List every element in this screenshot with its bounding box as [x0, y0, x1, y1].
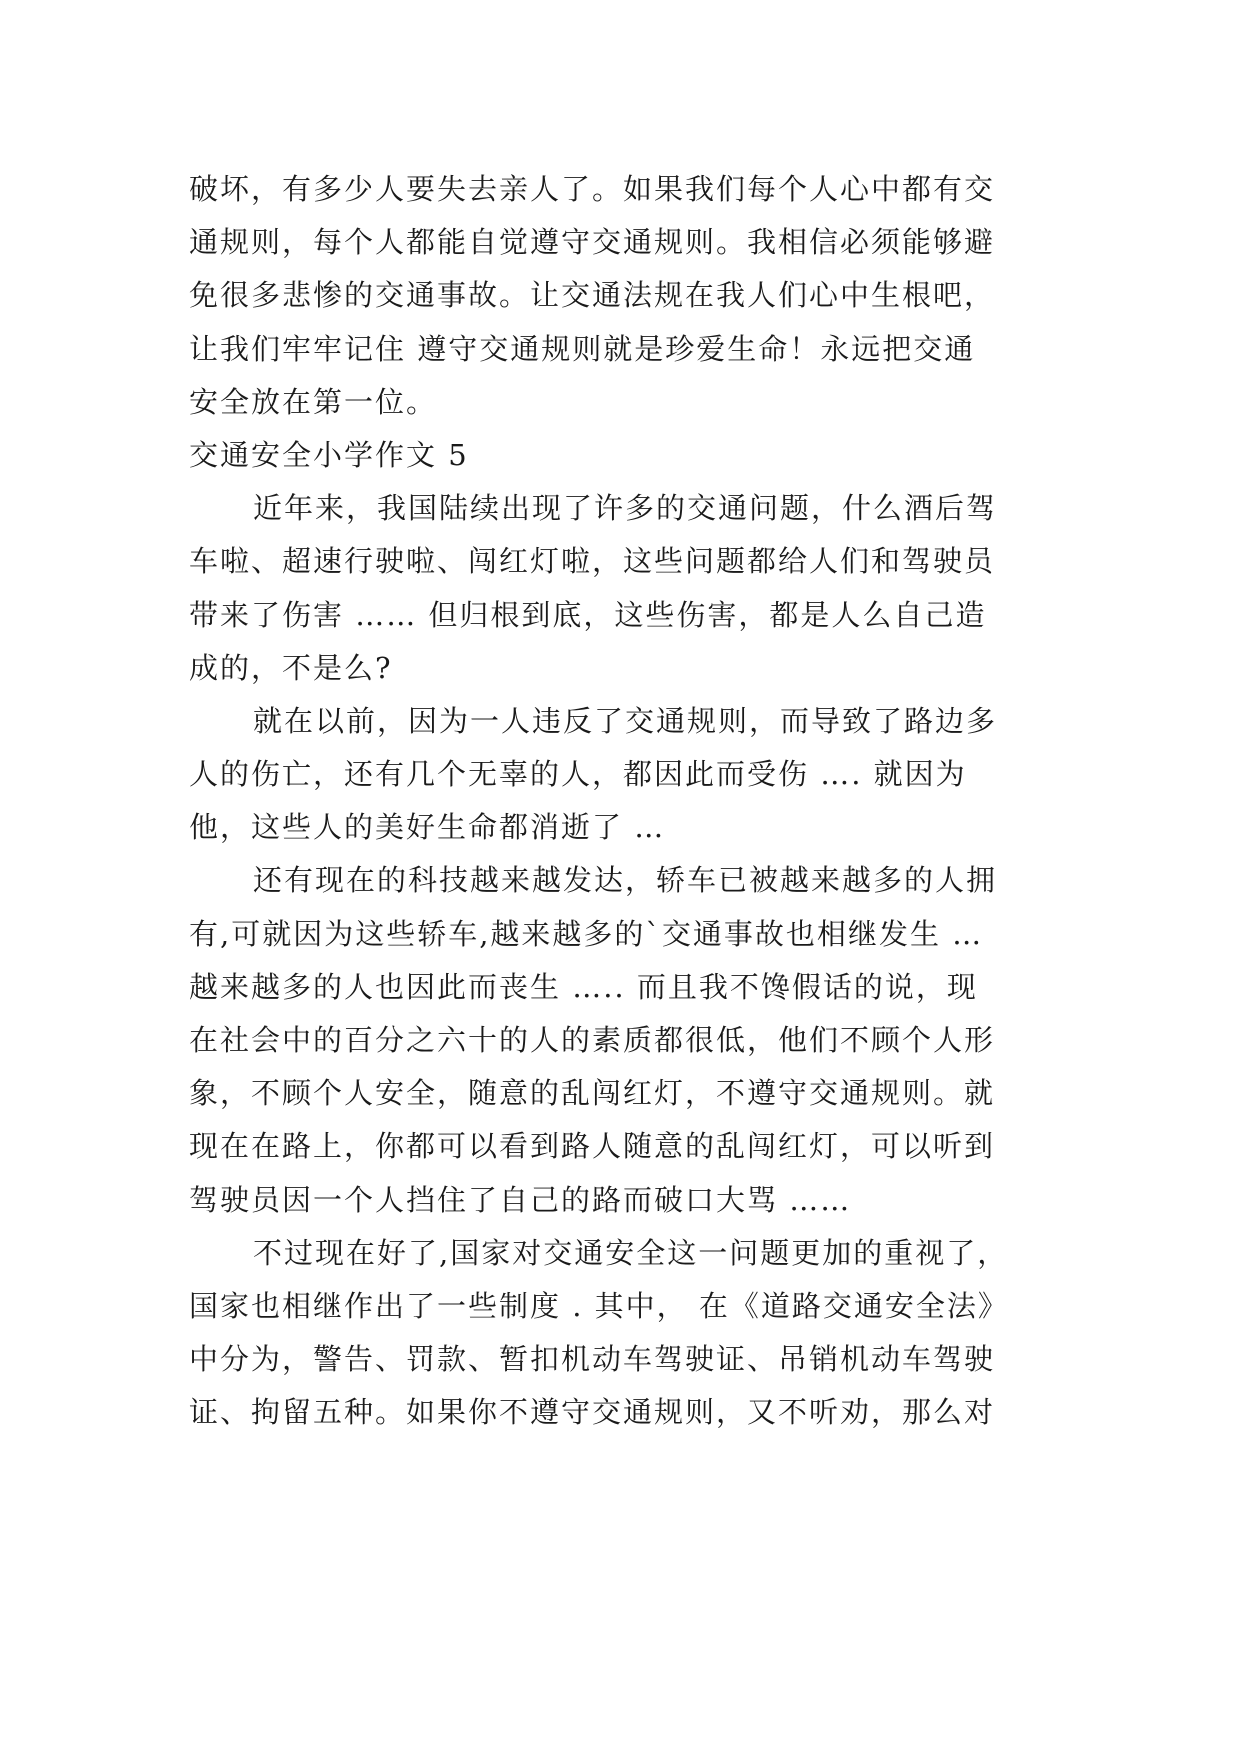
text-line: 中分为，警告、罚款、暂扣机动车驾驶证、吊销机动车驾驶 — [189, 1342, 996, 1377]
text-line: 安全放在第一位。 — [189, 384, 438, 419]
text-line: 人的伤亡，还有几个无辜的人，都因此而受伤 …. 就因为 — [189, 757, 967, 792]
text-line: 象，不顾个人安全，随意的乱闯红灯，不遵守交通规则。就 — [189, 1076, 996, 1111]
text-line: 国家也相继作出了一些制度 . 其中， 在《道路交通安全法》 — [189, 1288, 1009, 1323]
section-heading: 交通安全小学作文 5 — [189, 437, 469, 472]
text-line: 让我们牢牢记住 遵守交通规则就是珍爱生命！永远把交通 — [189, 331, 976, 366]
text-line: 免很多悲惨的交通事故。让交通法规在我人们心中生根吧， — [189, 278, 996, 313]
paragraph-first-line: 就在以前，因为一人违反了交通规则，而导致了路边多 — [253, 703, 998, 738]
text-line: 有,可就因为这些轿车,越来越多的`交通事故也相继发生 … — [189, 916, 984, 951]
text-line: 成的，不是么? — [189, 650, 393, 685]
paragraph-first-line: 近年来，我国陆续出现了许多的交通问题，什么酒后驾 — [253, 491, 998, 526]
essay-body — [189, 163, 1089, 1440]
paragraph-first-line: 不过现在好了,国家对交通安全这一问题更加的重视了， — [253, 1235, 1009, 1270]
text-line: 他，这些人的美好生命都消逝了 … — [189, 810, 666, 845]
text-line: 通规则，每个人都能自觉遵守交通规则。我相信必须能够避 — [189, 225, 996, 260]
text-line: 越来越多的人也因此而丧生 ….. 而且我不馋假话的说，现 — [189, 969, 978, 1004]
text-line: 车啦、超速行驶啦、闯红灯啦，这些问题都给人们和驾驶员 — [189, 544, 996, 579]
text-line: 现在在路上，你都可以看到路人随意的乱闯红灯，可以听到 — [189, 1129, 996, 1164]
paragraph-first-line: 还有现在的科技越来越发达，轿车已被越来越多的人拥 — [253, 863, 998, 898]
text-line: 带来了伤害 …… 但归根到底，这些伤害，都是人么自己造 — [189, 597, 987, 632]
text-line: 在社会中的百分之六十的人的素质都很低，他们不顾个人形 — [189, 1023, 996, 1057]
text-line: 破坏，有多少人要失去亲人了。如果我们每个人心中都有交 — [189, 172, 996, 206]
text-line: 驾驶员因一个人挡住了自己的路而破口大骂 …… — [189, 1182, 852, 1217]
text-line: 证、拘留五种。如果你不遵守交通规则，又不听劝，那么对 — [189, 1395, 996, 1430]
